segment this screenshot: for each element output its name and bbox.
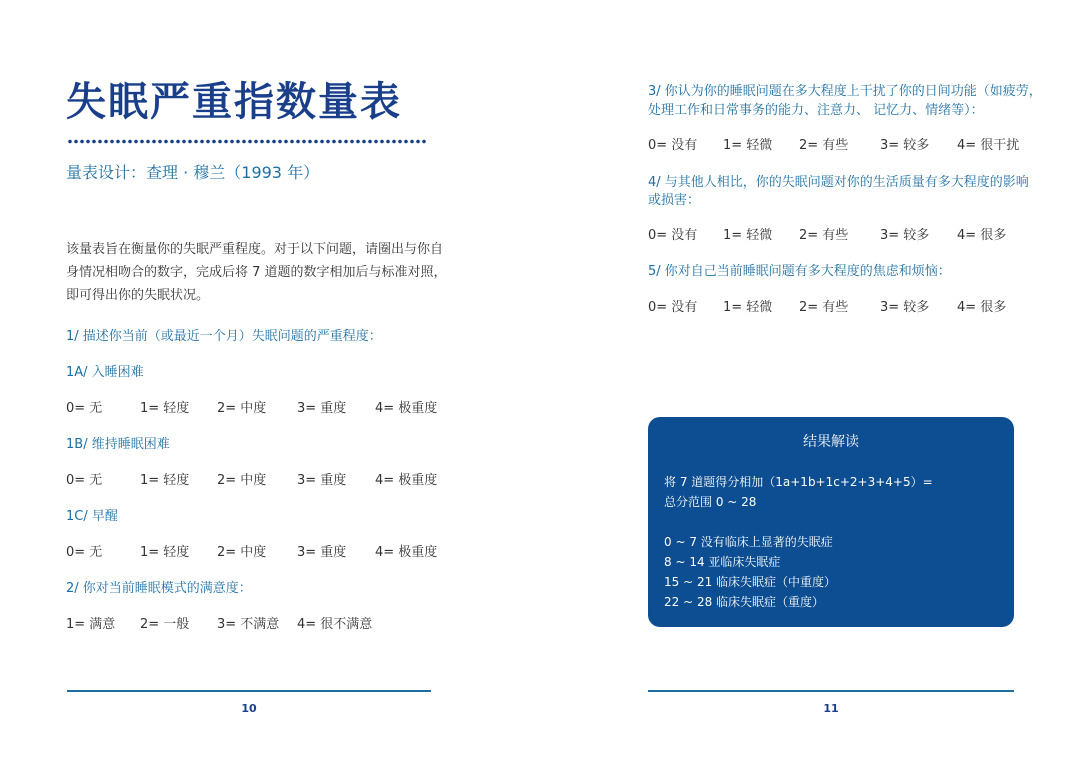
option-item[interactable]: 1= 满意 bbox=[66, 617, 116, 632]
question-3-line: 处理工作和日常事务的能力、注意力、 记忆力、情绪等）： bbox=[648, 103, 984, 118]
option-item[interactable]: 0= 没有 bbox=[648, 300, 698, 315]
result-line: 总分范围 0 ~ 28 bbox=[664, 495, 757, 509]
footer-rule bbox=[67, 690, 431, 692]
page-title: 失眠严重指数量表 bbox=[66, 79, 402, 125]
option-item[interactable]: 2= 有些 bbox=[799, 228, 849, 243]
option-item[interactable]: 4= 极重度 bbox=[375, 473, 438, 488]
option-item[interactable]: 3= 较多 bbox=[880, 138, 930, 153]
result-title: 结果解读 bbox=[803, 434, 859, 450]
option-item[interactable]: 0= 无 bbox=[66, 473, 103, 488]
intro-line: 身情况相吻合的数字，完成后将 7 道题的数字相加后与标准对照， bbox=[66, 265, 447, 280]
question-1c: 1C/ 早醒 bbox=[66, 509, 118, 524]
question-2: 2/ 你对当前睡眠模式的满意度： bbox=[66, 581, 252, 596]
option-item[interactable]: 4= 极重度 bbox=[375, 401, 438, 416]
question-5: 5/ 你对自己当前睡眠问题有多大程度的焦虑和烦恼： bbox=[648, 264, 951, 279]
footer-rule bbox=[648, 690, 1014, 692]
option-item[interactable]: 1= 轻微 bbox=[723, 300, 773, 315]
result-line: 0 ~ 7 没有临床上显著的失眠症 bbox=[664, 535, 833, 549]
result-line: 将 7 道题得分相加（1a+1b+1c+2+3+4+5）= bbox=[664, 475, 933, 489]
option-item[interactable]: 4= 很多 bbox=[957, 300, 1007, 315]
option-item[interactable]: 0= 没有 bbox=[648, 228, 698, 243]
option-item[interactable]: 2= 有些 bbox=[799, 300, 849, 315]
question-4-line: 或损害： bbox=[648, 193, 701, 208]
option-item[interactable]: 2= 中度 bbox=[217, 401, 267, 416]
option-item[interactable]: 2= 中度 bbox=[217, 545, 267, 560]
question-1a: 1A/ 入睡困难 bbox=[66, 365, 144, 380]
result-line: 15 ~ 21 临床失眠症（中重度） bbox=[664, 575, 837, 589]
page-number: 10 bbox=[241, 702, 257, 715]
option-item[interactable]: 1= 轻度 bbox=[140, 401, 190, 416]
option-item[interactable]: 1= 轻度 bbox=[140, 473, 190, 488]
option-item[interactable]: 3= 较多 bbox=[880, 300, 930, 315]
result-interpretation-box bbox=[648, 417, 1014, 627]
question-1: 1/ 描述你当前（或最近一个月）失眠问题的严重程度： bbox=[66, 329, 382, 344]
option-item[interactable]: 3= 重度 bbox=[297, 545, 347, 560]
dotted-divider bbox=[67, 139, 427, 144]
option-item[interactable]: 4= 很干扰 bbox=[957, 138, 1020, 153]
option-item[interactable]: 4= 很多 bbox=[957, 228, 1007, 243]
right-page bbox=[540, 0, 1080, 763]
question-3-line: 3/ 你认为你的睡眠问题在多大程度上干扰了你的日间功能（如疲劳， bbox=[648, 84, 1042, 99]
option-item[interactable]: 3= 较多 bbox=[880, 228, 930, 243]
page-number: 11 bbox=[823, 702, 839, 715]
option-item[interactable]: 3= 重度 bbox=[297, 473, 347, 488]
option-item[interactable]: 3= 重度 bbox=[297, 401, 347, 416]
option-item[interactable]: 0= 无 bbox=[66, 401, 103, 416]
intro-line: 即可得出你的失眠状况。 bbox=[66, 288, 210, 303]
option-item[interactable]: 2= 中度 bbox=[217, 473, 267, 488]
intro-paragraph bbox=[66, 238, 446, 307]
option-item[interactable]: 2= 有些 bbox=[799, 138, 849, 153]
option-item[interactable]: 3= 不满意 bbox=[217, 617, 280, 632]
result-line: 8 ~ 14 亚临床失眠症 bbox=[664, 555, 781, 569]
option-item[interactable]: 0= 无 bbox=[66, 545, 103, 560]
designer-credit: 量表设计：查理 · 穆兰（1993 年） bbox=[66, 163, 320, 182]
option-item[interactable]: 4= 很不满意 bbox=[297, 617, 373, 632]
option-item[interactable]: 4= 极重度 bbox=[375, 545, 438, 560]
question-4-line: 4/ 与其他人相比，你的失眠问题对你的生活质量有多大程度的影响 bbox=[648, 175, 1029, 190]
option-item[interactable]: 1= 轻微 bbox=[723, 228, 773, 243]
intro-line: 该量表旨在衡量你的失眠严重程度。对于以下问题，请圈出与你自 bbox=[66, 242, 444, 257]
option-item[interactable]: 0= 没有 bbox=[648, 138, 698, 153]
option-item[interactable]: 1= 轻微 bbox=[723, 138, 773, 153]
option-item[interactable]: 2= 一般 bbox=[140, 617, 190, 632]
question-1b: 1B/ 维持睡眠困难 bbox=[66, 437, 170, 452]
result-line: 22 ~ 28 临床失眠症（重度） bbox=[664, 595, 825, 609]
option-item[interactable]: 1= 轻度 bbox=[140, 545, 190, 560]
